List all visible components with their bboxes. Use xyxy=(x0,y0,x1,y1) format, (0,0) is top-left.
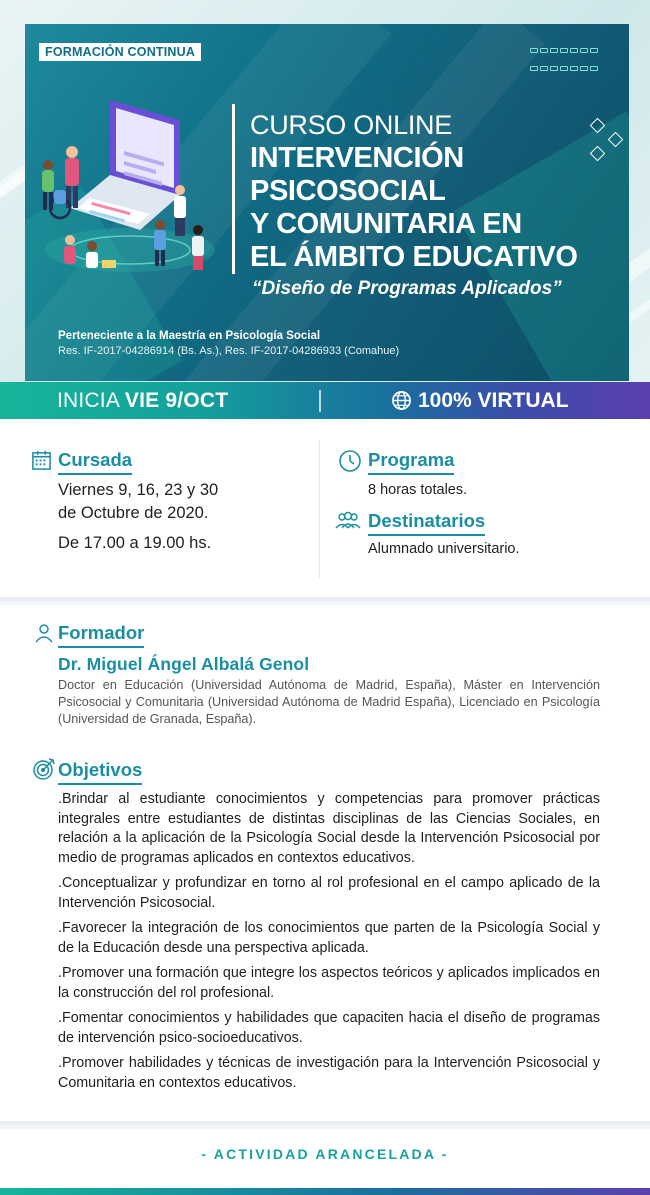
cursada-heading-text: Cursada xyxy=(58,449,133,470)
programa-hours: 8 horas totales. xyxy=(368,482,468,498)
start-date xyxy=(57,389,228,413)
banner-separator xyxy=(319,390,321,412)
section-divider xyxy=(0,1121,650,1129)
programa-heading xyxy=(368,449,454,475)
destinatarios-heading xyxy=(368,510,485,536)
globe-icon xyxy=(391,390,412,411)
objective-item: .Promover habilidades y técnicas de investigación para la Intervención Psicosocial y Comunitaria en contextos educativos. xyxy=(58,1054,600,1091)
paid-activity-label: - ACTIVIDAD ARANCELADA - xyxy=(201,1146,449,1162)
objective-item: .Brindar al estudiante conocimientos y competencias para promover prácticas integrales entre estudiantes de distintas disciplinas de las Ciencias Sociales, en relación a la aplicación de la Psicología Social desde la Intervención Psicosocial por medio de programas aplicados en contextos educativos. xyxy=(58,791,600,867)
course-type: CURSO ONLINE xyxy=(250,110,452,140)
target-icon xyxy=(32,757,56,781)
start-date-banner xyxy=(0,382,650,419)
objectives-list xyxy=(58,790,600,1099)
course-title-line-2: PSICOSOCIAL xyxy=(250,175,446,207)
cursada-hours: De 17.00 a 19.00 hs. xyxy=(58,534,212,552)
destinatarios-heading-text: Destinatarios xyxy=(368,510,486,531)
resolution-note: Res. IF-2017-04286914 (Bs. As.), Res. IF-2017-04286933 (Comahue) xyxy=(58,345,400,357)
cursada-month: de Octubre de 2020. xyxy=(58,504,209,522)
instructor-name: Dr. Miguel Ángel Albalá Genol xyxy=(58,654,310,674)
formador-heading-text: Formador xyxy=(58,622,145,643)
objective-item: .Conceptualizar y profundizar en torno al rol profesional en el campo aplicado de la Intervención Psicosocial. xyxy=(58,875,600,912)
clock-icon xyxy=(338,449,362,473)
cursada-days: Viernes 9, 16, 23 y 30 xyxy=(58,481,219,499)
section-divider xyxy=(0,597,650,605)
calendar-icon xyxy=(31,450,52,471)
formacion-tag: FORMACIÓN CONTINUA xyxy=(39,43,201,61)
destinatarios-text: Alumnado universitario. xyxy=(368,541,520,557)
course-title-line-3: Y COMUNITARIA EN xyxy=(250,208,522,240)
people-icon xyxy=(333,511,363,531)
course-title-line-1: INTERVENCIÓN xyxy=(250,142,464,174)
objective-item: .Favorecer la integración de los conocimientos que parten de la Psicología Social y de la Educación desde una perspectiva aplicada. xyxy=(58,920,600,956)
programa-heading-text: Programa xyxy=(368,449,455,470)
objetivos-heading xyxy=(58,759,142,785)
dot-grid-decoration xyxy=(530,43,610,61)
person-icon xyxy=(34,623,54,643)
maestria-note: Perteneciente a la Maestría en Psicología Social xyxy=(58,330,321,342)
bottom-color-strip xyxy=(0,1188,650,1195)
title-accent-bar xyxy=(232,104,235,274)
diamond-decoration xyxy=(588,118,628,168)
course-subtitle-quote: “Diseño de Programas Aplicados” xyxy=(252,278,562,299)
info-divider xyxy=(319,440,320,578)
course-title-line-4: EL ÁMBITO EDUCATIVO xyxy=(250,241,578,273)
instructor-description: Doctor en Educación (Universidad Autónoma de Madrid, España), Máster en Intervención Psicosocial y Comunitaria (Universidad Autónoma de Madrid España), Licenciado en Psicología (Universidad de Granada, España). xyxy=(58,678,600,726)
inicia-label: INICIA xyxy=(57,389,125,412)
modality: 100% VIRTUAL xyxy=(418,389,569,412)
online-course-illustration xyxy=(30,90,225,290)
start-date-value: VIE 9/OCT xyxy=(124,389,229,412)
cursada-heading xyxy=(58,449,132,475)
objetivos-heading-text: Objetivos xyxy=(58,759,143,780)
formador-heading xyxy=(58,622,144,648)
objective-item: .Promover una formación que integre los aspectos teóricos y aplicados implicados en la construcción del rol profesional. xyxy=(58,965,600,1001)
objective-item: .Fomentar conocimientos y habilidades que capaciten hacia el diseño de programas de intervención psico-socioeducativos. xyxy=(58,1010,600,1046)
